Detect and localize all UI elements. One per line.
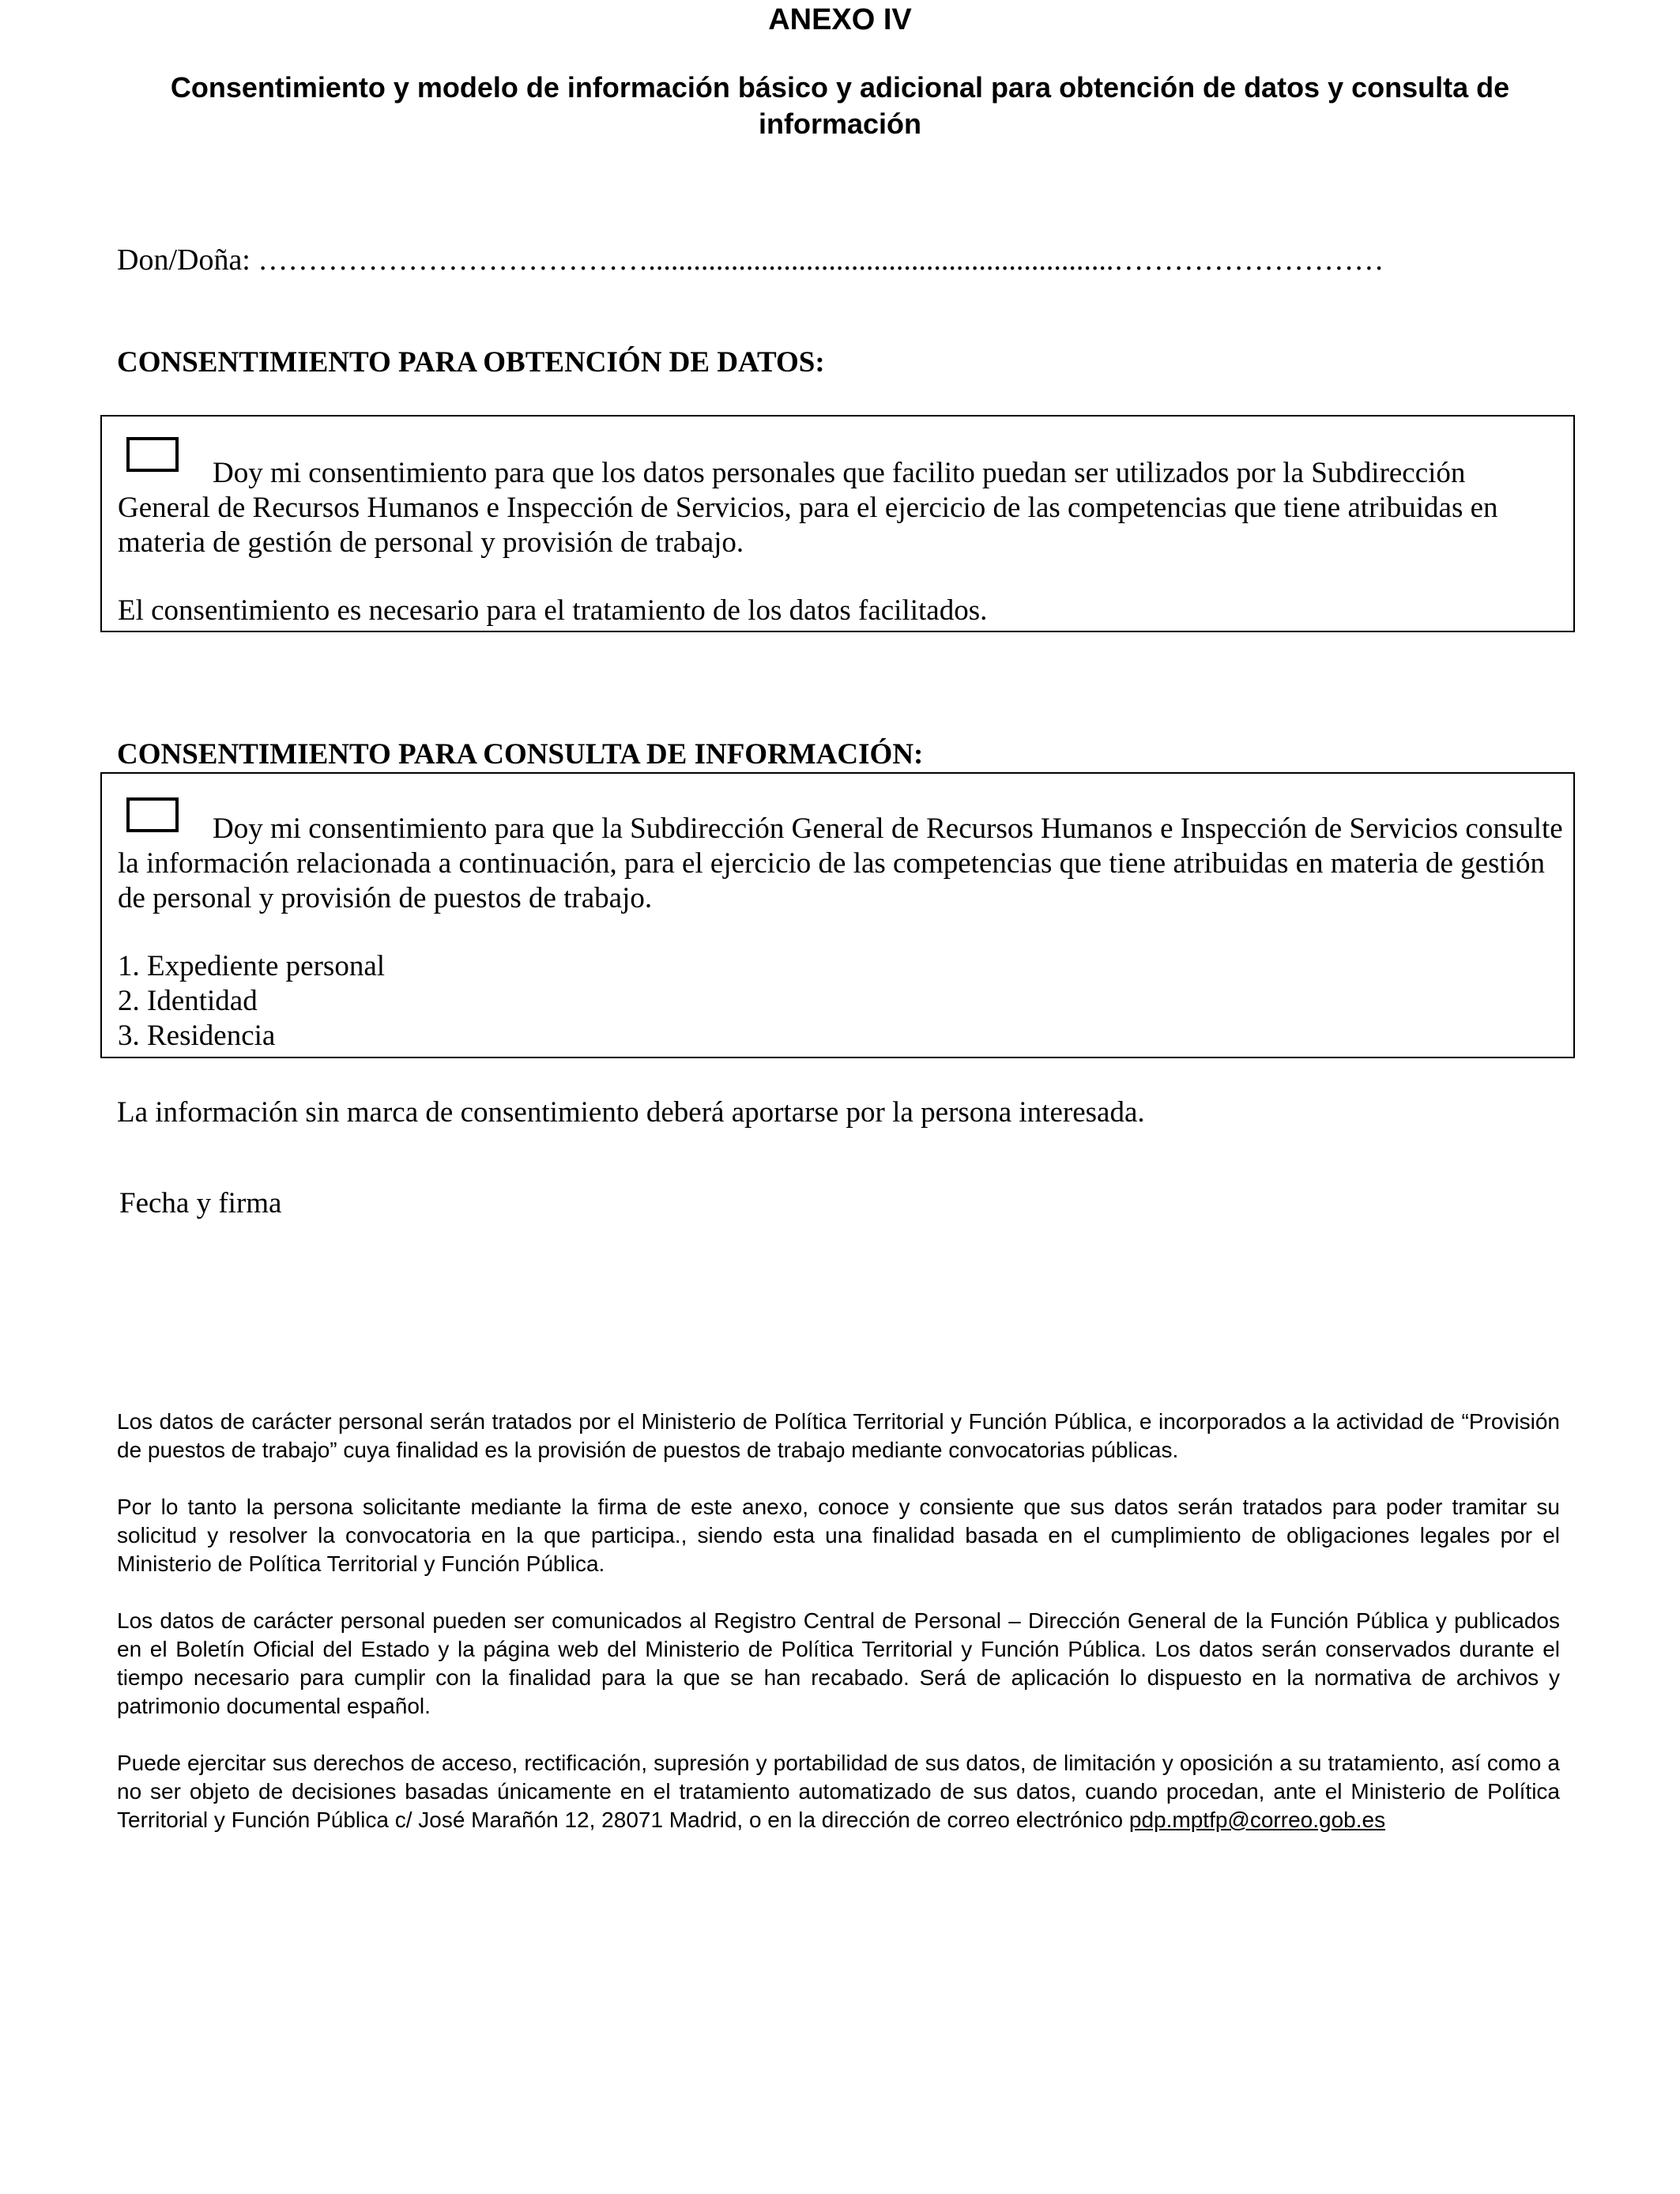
- applicant-label: Don/Doña:: [117, 243, 250, 277]
- missing-consent-note: La información sin marca de consentimiento deberá aportarse por la persona interesada.: [117, 1096, 1145, 1129]
- data-consent-text-content: Doy mi consentimiento para que los datos personales que facilito puedan ser utilizados por la Subdirección General de Recursos Humanos e Inspección de Servicios, para el ejercicio de las competencias que tiene atribuidas en materia de gestión de personal y provisión de trabajo.: [118, 457, 1498, 559]
- legal-paragraph-2: Por lo tanto la persona solicitante mediante la firma de este anexo, conoce y consiente que sus datos serán tratados para poder tramitar su solicitud y resolver la convocatoria en la que participa., siendo esta una finalidad basada en el cumplimiento de obligaciones legales por el Ministerio de Política Territorial y Función Pública.: [117, 1495, 1560, 1576]
- info-consent-box: [100, 772, 1575, 1058]
- legal-paragraph-4: [117, 1749, 1560, 1834]
- legal-information: [117, 1408, 1560, 1863]
- info-consent-text-content: Doy mi consentimiento para que la Subdirección General de Recursos Humanos e Inspección de Servicios consulte la información relacionada a continuación, para el ejercicio de las competencias que tiene atribuidas en materia de gestión de personal y provisión de puestos de trabajo.: [118, 812, 1563, 914]
- list-item: 3. Residencia: [118, 1020, 276, 1052]
- data-consent-heading: CONSENTIMIENTO PARA OBTENCIÓN DE DATOS:: [117, 346, 825, 379]
- data-consent-text: [118, 456, 1564, 560]
- info-consent-heading: CONSENTIMIENTO PARA CONSULTA DE INFORMACIÓN:: [117, 738, 924, 771]
- data-consent-note: El consentimiento es necesario para el tratamiento de los datos facilitados.: [118, 594, 988, 627]
- signature-label: Fecha y firma: [119, 1187, 282, 1220]
- legal-paragraph-3: Los datos de carácter personal pueden ser comunicados al Registro Central de Personal – Dirección General de la Función Pública y publicados en el Boletín Oficial del Estado y la página web del Ministerio de Política Territorial y Función Pública. Los datos serán conservados durante el tiempo necesario para cumplir con la finalidad para la que se han recabado. Será de aplicación lo dispuesto en la normativa de archivos y patrimonio documental español.: [117, 1608, 1560, 1718]
- list-item: 2. Identidad: [118, 985, 258, 1017]
- document-title: Consentimiento y modelo de información básico y adicional para obtención de datos y consulta de información: [170, 71, 1510, 140]
- info-items-list: [118, 949, 1564, 1054]
- contact-email-link[interactable]: pdp.mptfp@correo.gob.es: [1128, 1808, 1386, 1832]
- list-item: 1. Expediente personal: [118, 950, 386, 982]
- applicant-name-field[interactable]: …………………………………..............................................................………………………: [258, 243, 1384, 277]
- annex-title: ANEXO IV: [768, 3, 912, 36]
- applicant-name-line: [117, 241, 1587, 279]
- info-consent-text: [118, 812, 1564, 916]
- legal-paragraph-4-text: Puede ejercitar sus derechos de acceso, rectificación, supresión y portabilidad de sus datos, de limitación y oposición a su tratamiento, así como a no ser objeto de decisiones basadas únicamente en el tratamiento automatizado de sus datos, cuando procedan, ante el Ministerio de Política Territorial y Función Pública c/ José Marañón 12, 28071 Madrid, o en la dirección de correo electrónico: [117, 1751, 1560, 1832]
- legal-paragraph-1: Los datos de carácter personal serán tratados por el Ministerio de Política Territorial y Función Pública, e incorporados a la actividad de “Provisión de puestos de trabajo” cuya finalidad es la provisión de puestos de trabajo mediante convocatorias públicas.: [117, 1409, 1560, 1462]
- data-consent-box: [100, 415, 1575, 632]
